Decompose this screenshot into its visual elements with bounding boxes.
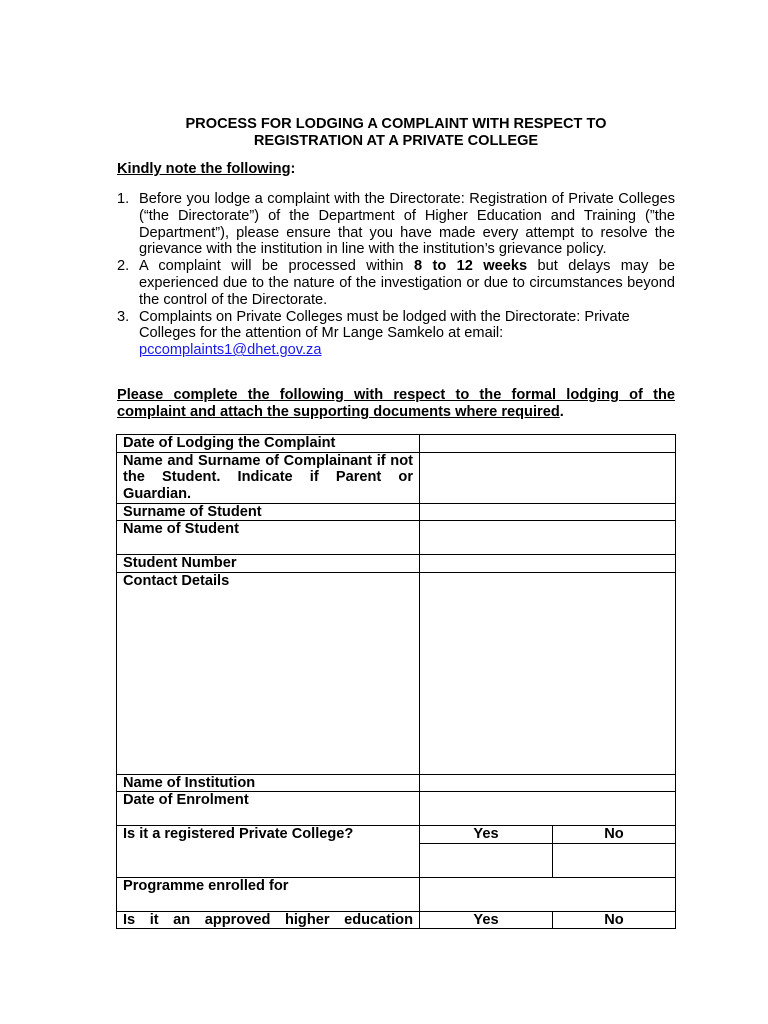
- table-row: [117, 435, 676, 453]
- complaint-form-table: [116, 434, 676, 929]
- table-row: [117, 774, 676, 792]
- programme-enrolled-label: Programme enrolled for: [117, 877, 420, 911]
- approved-yes-header: Yes: [420, 911, 553, 929]
- contact-details-label: Contact Details: [117, 572, 420, 774]
- table-row: [117, 452, 676, 503]
- note-heading-colon: :: [290, 161, 296, 177]
- document-title: [117, 116, 675, 150]
- list-item: [117, 258, 675, 308]
- list-item: [117, 309, 675, 359]
- table-row: [117, 521, 676, 555]
- date-of-enrolment-label: Date of Enrolment: [117, 792, 420, 826]
- student-number-label: Student Number: [117, 555, 420, 573]
- list-item-text-after: but delays may be experienced due to the nature of the investigation or due to circumstances beyond the control of the Directorate.: [139, 258, 675, 308]
- list-item-number: 3.: [117, 308, 130, 325]
- table-row: [117, 877, 676, 911]
- registered-yes-field[interactable]: [420, 843, 553, 877]
- complainant-name-label: Name and Surname of Complainant if not the Student. Indicate if Parent or Guardian.: [117, 452, 420, 503]
- table-row: [117, 503, 676, 521]
- name-of-institution-label: Name of Institution: [117, 774, 420, 792]
- date-of-lodging-field[interactable]: [420, 435, 676, 453]
- list-item-number: 1.: [117, 191, 130, 207]
- registered-yes-header: Yes: [420, 826, 553, 844]
- note-heading: [117, 161, 295, 178]
- title-line-1: PROCESS FOR LODGING A COMPLAINT WITH RESPECT TO: [185, 116, 607, 132]
- complainant-name-field[interactable]: [420, 452, 676, 503]
- notes-list: [117, 191, 675, 359]
- surname-of-student-label: Surname of Student: [117, 503, 420, 521]
- table-row: [117, 555, 676, 573]
- date-of-lodging-label: Date of Lodging the Complaint: [117, 435, 420, 453]
- email-link[interactable]: pccomplaints1@dhet.gov.za: [139, 342, 322, 359]
- form-instructions: [117, 387, 675, 421]
- list-item-text: Complaints on Private Colleges must be lodged with the Directorate: Private Colleges for the attention of Mr Lange Samkelo at email:: [139, 308, 630, 342]
- approved-no-header: No: [553, 911, 676, 929]
- title-line-2: REGISTRATION AT A PRIVATE COLLEGE: [253, 133, 539, 149]
- list-item-number: 2.: [117, 258, 130, 275]
- table-row: [117, 792, 676, 826]
- date-of-enrolment-field[interactable]: [420, 792, 676, 826]
- processing-time: 8 to 12 weeks: [413, 258, 528, 275]
- approved-higher-education-question: Is it an approved higher education: [117, 911, 420, 929]
- name-of-student-label: Name of Student: [117, 521, 420, 555]
- registered-college-question: Is it a registered Private College?: [117, 826, 420, 878]
- name-of-student-field[interactable]: [420, 521, 676, 555]
- registered-no-field[interactable]: [553, 843, 676, 877]
- instructions-text: Please complete the following with respect to the formal lodging of the complaint and attach the supporting documents where required: [117, 387, 675, 420]
- note-heading-text: Kindly note the following: [117, 161, 291, 177]
- list-item-text-before: A complaint will be processed within: [139, 258, 414, 275]
- table-row: [117, 911, 676, 929]
- student-number-field[interactable]: [420, 555, 676, 573]
- name-of-institution-field[interactable]: [420, 774, 676, 792]
- list-item-text: Before you lodge a complaint with the Directorate: Registration of Private Colleges (“the Directorate”) of the Department of Higher Education and Training (”the Department”), please ensure that you have made every attempt to resolve the grievance with the institution in line with the institution’s grievance policy.: [139, 191, 675, 258]
- programme-enrolled-field[interactable]: [420, 877, 676, 911]
- table-row: [117, 826, 676, 844]
- registered-no-header: No: [553, 826, 676, 844]
- instructions-period: .: [559, 404, 564, 420]
- contact-details-field[interactable]: [420, 572, 676, 774]
- list-item: [117, 191, 675, 258]
- surname-of-student-field[interactable]: [420, 503, 676, 521]
- table-row: [117, 572, 676, 774]
